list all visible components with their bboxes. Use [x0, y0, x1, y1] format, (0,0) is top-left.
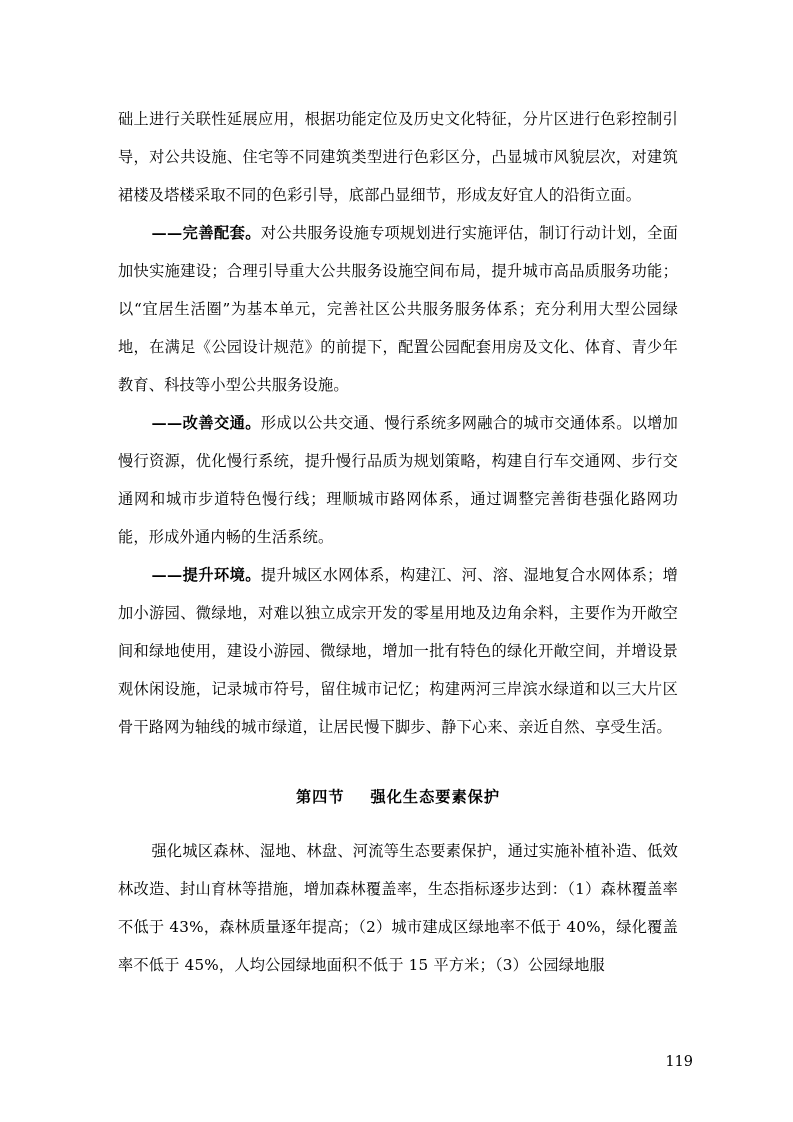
- paragraph-2-lead: ——完善配套。: [151, 224, 261, 242]
- paragraph-4-text: 提升城区水网体系，构建江、河、溶、湿地复合水网体系；增加小游园、微绿地，对难以独立成宗开发的零星用地及边角余料，主要作为开敞空间和绿地使用，建设小游园、微绿地，增加一批有特色的绿化开敞空间，并增设景观休闲设施，记录城市符号，留住城市记忆；构建两河三岸滨水绿道和以三大片区骨干路网为轴线的城市绿道，让居民慢下脚步、静下心来、亲近自然、享受生活。: [118, 566, 678, 736]
- section-heading: [118, 780, 678, 814]
- paragraph-1: [118, 100, 678, 214]
- paragraph-1-text: 础上进行关联性延展应用，根据功能定位及历史文化特征，分片区进行色彩控制引导，对公共设施、住宅等不同建筑类型进行色彩区分，凸显城市风貌层次，对建筑裙楼及塔楼采取不同的色彩引导，底部凸显细节，形成友好宜人的沿街立面。: [118, 110, 678, 204]
- paragraph-3-text: 形成以公共交通、慢行系统多网融合的城市交通体系。以增加慢行资源，优化慢行系统，提升慢行品质为规划策略，构建自行车交通网、步行交通网和城市步道特色慢行线；理顺城市路网体系，通过调整完善街巷强化路网功能，形成外通内畅的生活系统。: [118, 414, 678, 546]
- page-number: 119: [665, 1054, 693, 1070]
- paragraph-5: [118, 832, 678, 984]
- paragraph-2: [118, 214, 678, 404]
- paragraph-4: [118, 556, 678, 746]
- paragraph-5-text: 强化城区森林、湿地、林盘、河流等生态要素保护，通过实施补植补造、低效林改造、封山育林等措施，增加森林覆盖率，生态指标逐步达到：（1）森林覆盖率不低于 43%，森林质量逐年提高；（2）城市建成区绿地率不低于 40%，绿化覆盖率不低于 45%，人均公园绿地面积不低于 15 平方米；（3）公园绿地服: [118, 842, 678, 974]
- paragraph-3: [118, 404, 678, 556]
- paragraph-4-lead: ——提升环境。: [151, 566, 261, 584]
- section-heading-number: 第四节: [295, 788, 345, 806]
- page-content: [118, 100, 678, 984]
- paragraph-3-lead: ——改善交通。: [151, 414, 261, 432]
- section-heading-title: 强化生态要素保护: [370, 788, 501, 806]
- paragraph-2-text: 对公共服务设施专项规划进行实施评估，制订行动计划，全面加快实施建设；合理引导重大公共服务设施空间布局，提升城市高品质服务功能；以“宜居生活圈”为基本单元，完善社区公共服务服务体系；充分利用大型公园绿地，在满足《公园设计规范》的前提下，配置公园配套用房及文化、体育、青少年教育、科技等小型公共服务设施。: [118, 224, 678, 394]
